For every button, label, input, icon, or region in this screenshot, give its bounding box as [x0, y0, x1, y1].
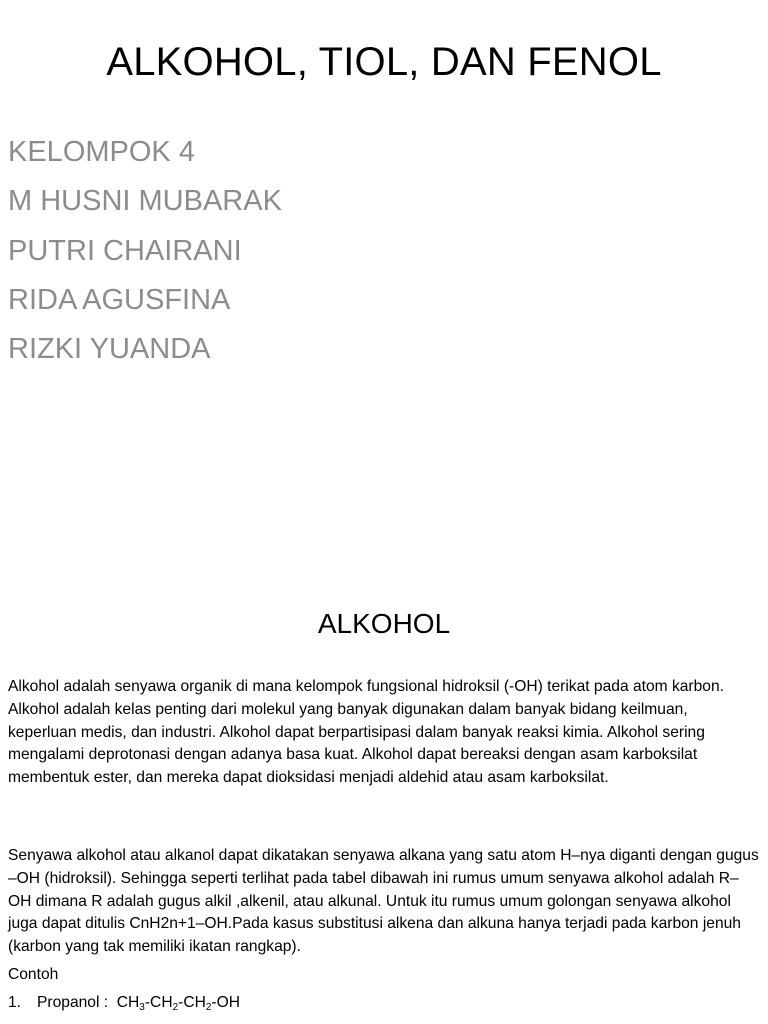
example-formula: $CH_3-CH_2-CH_2-OH$ [116, 994, 241, 1013]
group-member-list [8, 128, 282, 374]
presentation-title: ALKOHOL, TIOL, DAN FENOL [106, 40, 662, 84]
member-name: RIZKI YUANDA [8, 333, 211, 366]
member-name: RIDA AGUSFINA [8, 283, 231, 316]
member-name: PUTRI CHAIRANI [8, 234, 242, 267]
example-name: Propanol : [37, 994, 109, 1011]
definition-paragraph: Alkohol adalah senyawa organik di mana kelompok fungsional hidroksil (-OH) terikat pada atom karbon. Alkohol adalah kelas penting dari molekul yang banyak digunakan dalam banyak bidang keilmuan, keperluan medis, dan industri. Alkohol dapat berpartisipasi dalam banyak reaksi kimia. Alkohol sering mengalami deprotonasi dengan adanya basa kuat. Alkohol dapat bereaksi dengan asam karboksilat membentuk ester, dan mereka dapat dioksidasi menjadi aldehid atau asam karboksilat. [8, 678, 724, 787]
group-label: KELOMPOK 4 [8, 136, 195, 168]
section-title: ALKOHOL [317, 608, 451, 639]
slide-alkohol [0, 512, 768, 1024]
member-name: M HUSNI MUBARAK [8, 185, 282, 218]
structure-paragraph: Senyawa alkohol atau alkanol dapat dikatakan senyawa alkana yang satu atom H–nya diganti dengan gugus –OH (hidroksil). Sehingga seperti terlihat pada tabel dibawah ini rumus umum senyawa alkohol adalah R–OH dimana R adalah gugus alkil ,alkenil, atau alkunal. Untuk itu rumus umum golongan senyawa alkohol juga dapat ditulis CnH2n+1–OH.Pada kasus substitusi alkena dan alkuna hanya terjadi pada karbon jenuh (karbon yang tak memiliki ikatan rangkap). [8, 847, 759, 956]
example-number: 1. [8, 994, 22, 1011]
example-heading: Contoh [8, 966, 59, 983]
example-item-propanol [8, 992, 240, 1015]
